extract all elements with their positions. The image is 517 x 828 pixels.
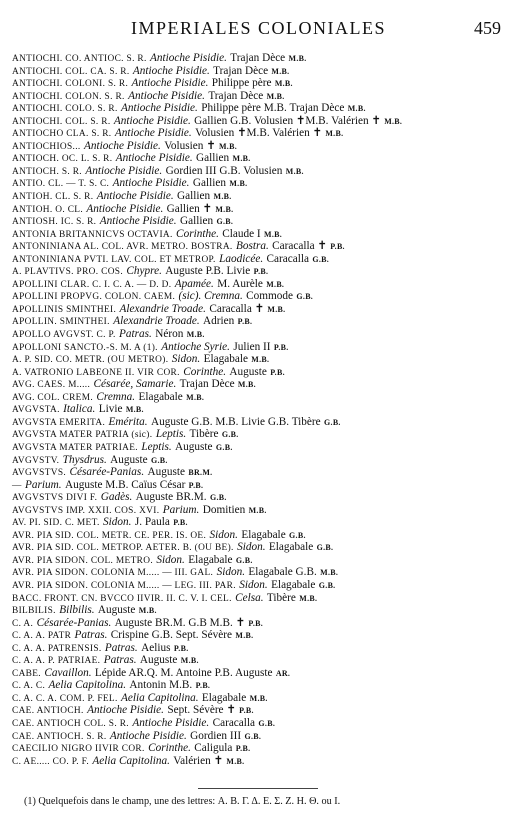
list-item (12, 504, 510, 517)
list-item (12, 391, 510, 404)
legend-text: C. A. A. PATR (12, 631, 72, 642)
location-text: Sidon. (209, 528, 238, 541)
legend-text: C. A. A. P. PATRIAE. (12, 656, 101, 667)
emperors-text: Trajan Dèce (179, 378, 235, 391)
list-item (12, 341, 510, 354)
list-item (12, 165, 510, 178)
rarity-text: G.B. (151, 455, 168, 465)
legend-text: A. P. SID. CO. METR. (OU METRO). (12, 355, 169, 366)
rarity-text: M.B. (274, 79, 293, 89)
legend-text: ANTONIA BRITANNICVS OCTAVIA. (12, 229, 173, 240)
rarity-text: G.B. (316, 543, 334, 553)
rarity-text: G.B. (258, 718, 276, 728)
location-text: Celsa. (235, 591, 264, 604)
list-item (12, 516, 510, 529)
list-item (12, 215, 510, 228)
legend-text: AVGVSTA. (12, 405, 60, 416)
list-item (12, 127, 510, 140)
emperors-text: Gallien ✝ (166, 202, 212, 215)
list-item (12, 177, 510, 190)
location-text: Alexandrie Troade. (119, 302, 206, 315)
list-item (12, 203, 510, 216)
rarity-text: G.B. (244, 731, 262, 741)
list-item (12, 730, 510, 743)
legend-text: C. A. (12, 618, 34, 629)
list-item (12, 742, 510, 755)
emperors-text: Gordien III G.B. Volusien (165, 164, 283, 177)
footnote-rule (198, 788, 318, 789)
rarity-text: M.B. (237, 380, 256, 390)
location-text: Patras. (104, 641, 138, 654)
emperors-text: Auguste (175, 440, 213, 453)
rarity-text: G.B. (221, 430, 239, 440)
emperors-text: Auguste BR.M. G.B M.B. ✝ (114, 616, 246, 629)
emperors-text: Crispine G.B. Sept. Sévère (110, 629, 233, 642)
emperors-text: Auguste BR.M. (135, 491, 207, 504)
emperors-text: Elagabale G.B. (248, 566, 317, 579)
rarity-text: G.B. (216, 217, 234, 227)
list-item (12, 278, 510, 291)
location-text: Antioche Pisidie. (113, 114, 191, 127)
list-item (12, 290, 510, 303)
rarity-text: P.B. (273, 342, 289, 352)
location-text: Cavaillon. (44, 666, 92, 679)
location-text: Emérita. (108, 415, 148, 428)
legend-text: AVR. PIA SIDON. COLONIA M..... — LEG. III. PAR. (12, 580, 236, 591)
emperors-text: Elagabale (268, 541, 314, 554)
list-item (12, 303, 510, 316)
legend-text: ANTIOH. O. CL. (12, 204, 84, 215)
legend-text: ANTIOSH. IC. S. R. (12, 217, 97, 228)
list-item (12, 454, 510, 467)
emperors-text: Néron (155, 328, 184, 341)
list-item (12, 52, 510, 65)
location-text: Antioche Syrie. (161, 340, 230, 353)
rarity-text: P.B. (173, 518, 188, 528)
legend-text: ANTIOCHI. COLONI. S. R. (12, 79, 129, 90)
footnote: (1) Quelquefois dans le champ, une des lettres: Α. Β. Γ. Δ. Ε. Σ. Ζ. Η. Θ. ou Ι. (24, 796, 341, 807)
legend-text: AVGVSTA EMERITA. (12, 417, 106, 428)
emperors-text: Caracalla ✝ (209, 302, 265, 315)
list-item (12, 152, 510, 165)
location-text: Antioche Pisidie. (132, 64, 210, 77)
emperors-text: Elagabale (241, 528, 286, 541)
page-title: IMPERIALES COLONIALES (131, 18, 386, 38)
rarity-text: P.B. (253, 267, 269, 277)
location-text: Aelia Capitolina. (48, 679, 127, 692)
location-text: Bostra. (235, 240, 269, 253)
emperors-text: Antonin M.B. (129, 679, 193, 692)
list-item (12, 265, 510, 278)
list-item (12, 479, 510, 492)
rarity-text: BR.M. (188, 468, 213, 478)
rarity-text: M.B. (384, 116, 403, 126)
rarity-text: G.B. (215, 442, 233, 452)
legend-text: ANTONINIANA AL. COL. AVR. METRO. BOSTRA. (12, 242, 233, 253)
list-item (12, 679, 510, 692)
rarity-text: M.B. (347, 104, 366, 114)
rarity-text: M.B. (266, 91, 285, 101)
emperors-text: Gallien (177, 190, 211, 203)
location-text: Antioche Pisidie. (114, 127, 192, 140)
legend-text: ANTIOCHI. CO. ANTIOC. S. R. (12, 54, 147, 64)
list-item (12, 667, 510, 680)
rarity-text: P.B. (188, 480, 204, 490)
emperors-text: Julien II (233, 340, 271, 353)
rarity-text: P.B. (330, 242, 345, 252)
rarity-text: M.B. (229, 179, 248, 189)
rarity-text: M.B. (251, 355, 270, 365)
list-item (12, 466, 510, 479)
location-text: Thysdrus. (62, 453, 107, 466)
emperors-text: Livie (98, 403, 123, 416)
rarity-text: M.B. (180, 656, 199, 666)
rarity-text: P.B. (235, 744, 251, 754)
emperors-text: Gallien (179, 215, 214, 228)
list-item (12, 592, 510, 605)
location-text: Apamée. (174, 277, 214, 290)
emperors-text: Trajan Dèce (208, 89, 264, 102)
emperors-text: Auguste (97, 604, 136, 617)
list-item (12, 190, 510, 203)
location-text: Sidon. (171, 353, 201, 366)
rarity-text: G.B. (312, 254, 330, 264)
list-item (12, 328, 510, 341)
emperors-text: Volusien ✝M.B. Valérien ✝ (195, 127, 322, 140)
emperors-text: Auguste (110, 453, 148, 466)
list-item (12, 253, 510, 266)
location-text: Antioche Pisidie. (99, 215, 177, 228)
list-item (12, 642, 510, 655)
legend-text: AVGVSTVS. (12, 468, 67, 479)
location-text: Antioche Pisidie. (128, 89, 205, 102)
legend-text: CABE. (12, 668, 41, 679)
location-text: Patras. (119, 328, 152, 341)
list-item (12, 579, 510, 592)
emperors-text: Caracalla ✝ (272, 240, 327, 253)
location-text: Antioche Pisidie. (96, 190, 174, 203)
list-item (12, 366, 510, 379)
legend-text: ANTIOCHIOS... (12, 141, 81, 152)
location-text: (sic). Cremna. (178, 290, 243, 303)
legend-text: C. A. A. PATRENSIS. (12, 643, 102, 654)
list-item (12, 566, 510, 579)
location-text: Aelia Capitolina. (121, 691, 199, 704)
emperors-text: Trajan Dèce (230, 52, 286, 64)
legend-text: AVGVSTVS DIVI F. (12, 493, 98, 504)
rarity-text: M.B. (288, 54, 307, 63)
location-text: Césarée-Panias. (36, 616, 112, 629)
rarity-text: AR. (275, 668, 291, 678)
legend-text: ANTIOCH. OC. L. S. R. (12, 154, 113, 165)
rarity-text: M.B. (235, 631, 254, 641)
emperors-text: Philippe père (211, 77, 272, 90)
emperors-text: Valérien ✝ (173, 754, 224, 767)
location-text: Antioche Pisidie. (85, 164, 163, 177)
emperors-text: Auguste M.B. Caïus César (64, 478, 186, 491)
emperors-text: Caracalla (212, 716, 256, 729)
rarity-text: G.B. (318, 580, 336, 590)
emperors-text: Aelius (141, 641, 171, 654)
list-item (12, 541, 510, 554)
emperors-text: Philippe père M.B. Trajan Dèce (201, 102, 345, 115)
location-text: Patras. (103, 654, 137, 667)
legend-text: APOLLINIS SMINTHEI. (12, 304, 117, 315)
legend-text: A. PLAVTIVS. PRO. COS. (12, 267, 124, 278)
legend-text: AVR. PIA SID. COL. METR. CE. PER. IS. OE. (12, 530, 207, 541)
location-text: Sidon. (103, 516, 132, 529)
emperors-text: Auguste G.B. M.B. Livie G.B. Tibère (150, 415, 321, 428)
legend-text: AVR. PIA SIDON. COL. METRO. (12, 555, 154, 566)
emperors-text: Gallien G.B. Volusien ✝M.B. Valérien ✝ (194, 114, 381, 127)
legend-text: A. VATRONIO LABEONE II. VIR COR. (12, 367, 180, 378)
emperors-text: J. Paula (134, 516, 170, 529)
legend-text: ANTONINIANA PVTI. LAV. COL. ET METROP. (12, 254, 216, 265)
list-item (12, 228, 510, 241)
rarity-text: M.B. (266, 279, 285, 289)
list-item (12, 654, 510, 667)
emperors-text: Tibère (266, 591, 296, 604)
emperors-text: Lépide AR.Q. M. Antoine P.B. Auguste (94, 666, 273, 679)
rarity-text: M.B. (320, 568, 339, 578)
legend-text: CAE. ANTIOCH. (12, 706, 84, 717)
list-item (12, 692, 510, 705)
emperors-text: Caligula (194, 742, 233, 755)
location-text: Italica. (63, 403, 96, 416)
rarity-text: P.B. (248, 618, 264, 628)
rarity-text: M.B. (213, 192, 232, 202)
legend-text: CAE. ANTIOCH COL. S. R. (12, 718, 129, 729)
emperors-text: Volusien ✝ (164, 139, 216, 152)
rarity-text: G.B. (296, 292, 314, 302)
location-text: Antioche Pisidie. (83, 139, 161, 152)
legend-text: APOLLONI SANCTO.-S. M. A (1). (12, 342, 158, 353)
legend-text: CAE. ANTIOCH. S. R. (12, 731, 107, 742)
list-item (12, 604, 510, 617)
rarity-text: M.B. (264, 229, 283, 239)
location-text: Antioche Pisidie. (150, 52, 227, 64)
location-text: Antioche Pisidie. (87, 704, 164, 717)
rarity-text: M.B. (271, 66, 290, 76)
emperors-text: Elagabale (203, 353, 248, 366)
list-item (12, 240, 510, 253)
emperors-text: Gallien (192, 177, 226, 190)
emperors-text: Auguste (147, 466, 186, 479)
emperors-text: Elagabale (201, 691, 247, 704)
legend-text: APOLLO AVGVST. C. P. (12, 330, 116, 341)
legend-text: ANTIO. CL. — T. S. C. (12, 179, 110, 190)
location-text: Sidon. (239, 578, 268, 591)
emperors-text: Elagabale (188, 553, 233, 566)
legend-text: AVGVSTA MATER PATRIA (sic). (12, 430, 153, 441)
location-text: Antioche Pisidie. (132, 716, 210, 729)
location-text: Cremna. (96, 390, 136, 403)
legend-text: APOLLIN. SMINTHEI. (12, 317, 110, 328)
rarity-text: P.B. (270, 367, 285, 377)
emperors-text: Gordien III (190, 729, 242, 742)
list-item (12, 315, 510, 328)
location-text: Corinthe. (183, 365, 227, 378)
location-text: Corinthe. (148, 742, 191, 755)
legend-text: ANTIOCHI. COL. S. R. (12, 116, 111, 127)
list-item (12, 403, 510, 416)
location-text: Antioche Pisidie. (115, 152, 193, 165)
list-item (12, 617, 510, 630)
legend-text: AVGVSTVS IMP. XXII. COS. XVI. (12, 505, 160, 516)
location-text: Parium. (25, 478, 62, 491)
list-item (12, 554, 510, 567)
rarity-text: P.B. (173, 643, 189, 653)
rarity-text: P.B. (237, 317, 253, 327)
location-text: Corinthe. (176, 227, 219, 240)
location-text: Antioche Pisidie. (112, 177, 190, 190)
running-header (0, 18, 517, 40)
rarity-text: M.B. (232, 154, 251, 164)
location-text: Césarée, Samarie. (93, 378, 177, 391)
location-text: Sidon. (156, 553, 185, 566)
list-item (12, 65, 510, 78)
rarity-text: M.B. (249, 693, 268, 703)
list-item (12, 115, 510, 128)
rarity-text: G.B. (289, 530, 306, 540)
list-item (12, 353, 510, 366)
location-text: Césarée-Panias. (69, 466, 145, 479)
location-text: Gadès. (100, 491, 133, 504)
list-item (12, 717, 510, 730)
legend-text: AVR. PIA SID. COL. METROP. AETER. B. (OU BE). (12, 543, 234, 554)
emperors-text: Claude I (222, 227, 261, 240)
location-text: Antioche Pisidie. (86, 202, 164, 215)
emperors-text: Auguste P.B. Livie (165, 265, 251, 278)
location-text: Leptis. (155, 428, 187, 441)
rarity-text: M.B. (325, 129, 344, 139)
rarity-text: M.B. (186, 330, 205, 340)
legend-text: CAECILIO NIGRO IIVIR COR. (12, 744, 145, 755)
list-item (12, 90, 510, 103)
legend-text: AVGVSTV. (12, 455, 60, 466)
list-item (12, 755, 510, 768)
location-text: Leptis. (141, 440, 172, 453)
location-text: Parium. (162, 503, 200, 516)
emperors-text: Adrien (203, 315, 235, 328)
location-text: Laodicée. (219, 252, 264, 265)
rarity-text: M.B. (285, 166, 304, 176)
legend-text: — (12, 480, 22, 491)
emperors-text: Elagabale (271, 578, 316, 591)
location-text: Sidon. (237, 541, 266, 554)
legend-text: APOLLINI PROPVG. COLON. CAEM. (12, 292, 176, 303)
rarity-text: M.B. (299, 593, 318, 603)
location-text: Chypre. (126, 265, 162, 278)
location-text: Patras. (74, 629, 108, 642)
legend-text: C. A. C. A. COM. P. FEL. (12, 693, 118, 704)
rarity-text: M.B. (248, 505, 267, 515)
legend-text: C. A. C. (12, 681, 46, 692)
emperors-text: Domitien (202, 503, 246, 516)
list-item (12, 704, 510, 717)
list-item (12, 629, 510, 642)
list-item (12, 102, 510, 115)
rarity-text: M.B. (267, 304, 286, 314)
list-item (12, 378, 510, 391)
emperors-text: Caracalla (266, 252, 309, 265)
location-text: Antioche Pisidie. (120, 102, 198, 115)
emperors-text: Auguste (139, 654, 178, 667)
location-text: Sidon. (216, 566, 246, 579)
location-text: Aelia Capitolina. (92, 754, 170, 767)
legend-text: ANTIOH. CL. S. R. (12, 192, 94, 203)
rarity-text: G.B. (324, 417, 341, 427)
list-item (12, 428, 510, 441)
page-number: 459 (474, 18, 501, 38)
rarity-text: M.B. (218, 141, 238, 151)
legend-text: BILBILIS. (12, 606, 56, 617)
emperors-text: M. Aurèle (217, 277, 263, 290)
rarity-text: M.B. (215, 204, 234, 214)
emperors-text: Auguste (229, 365, 267, 378)
legend-text: ANTIOCH. S. R. (12, 166, 83, 177)
list-item (12, 416, 510, 429)
legend-text: ANTIOCHI. COL. CA. S. R. (12, 66, 130, 77)
legend-text: AVG. COL. CREM. (12, 392, 94, 403)
rarity-text: M.B. (125, 405, 144, 415)
emperors-text: Sept. Sévère ✝ (167, 704, 236, 717)
emperors-text: Gallien (196, 152, 230, 165)
emperors-text: Elagabale (138, 390, 183, 403)
rarity-text: P.B. (239, 706, 254, 716)
rarity-text: G.B. (235, 555, 253, 565)
rarity-text: G.B. (209, 493, 227, 503)
rarity-text: M.B. (138, 606, 157, 616)
legend-text: APOLLINI CLAR. C. I. C. A. — D. D. (12, 279, 172, 290)
legend-text: C. AE..... CO. P. F. (12, 756, 90, 767)
list-item (12, 77, 510, 90)
coin-legend-list (12, 52, 512, 767)
list-item (12, 140, 510, 153)
emperors-text: Tibère (189, 428, 219, 441)
legend-text: ANTIOCHO CLA. S. R. (12, 129, 112, 140)
emperors-text: Trajan Dèce (213, 64, 269, 77)
location-text: Bilbilis. (59, 604, 95, 617)
legend-text: AVR. PIA SIDON. COLONIA M..... — III. GAL. (12, 568, 214, 579)
rarity-text: M.B. (226, 756, 245, 766)
legend-text: AVG. CAES. M..... (12, 380, 91, 391)
legend-text: ANTIOCHI. COLON. S. R. (12, 91, 125, 102)
list-item (12, 529, 510, 542)
legend-text: AV. PI. SID. C. MET. (12, 518, 100, 529)
list-item (12, 441, 510, 454)
location-text: Alexandrie Troade. (113, 315, 200, 328)
list-item (12, 491, 510, 504)
legend-text: ANTIOCHI. COLO. S. R. (12, 104, 118, 115)
legend-text: BACC. FRONT. CN. BVCCO IIVIR. II. C. V. I. CEL. (12, 593, 232, 604)
emperors-text: Commode (246, 290, 294, 303)
rarity-text: M.B. (186, 392, 205, 402)
legend-text: AVGVSTA MATER PATRIAE. (12, 442, 138, 453)
location-text: Antioche Pisidie. (131, 77, 209, 90)
location-text: Antioche Pisidie. (109, 729, 187, 742)
rarity-text: P.B. (195, 681, 211, 691)
